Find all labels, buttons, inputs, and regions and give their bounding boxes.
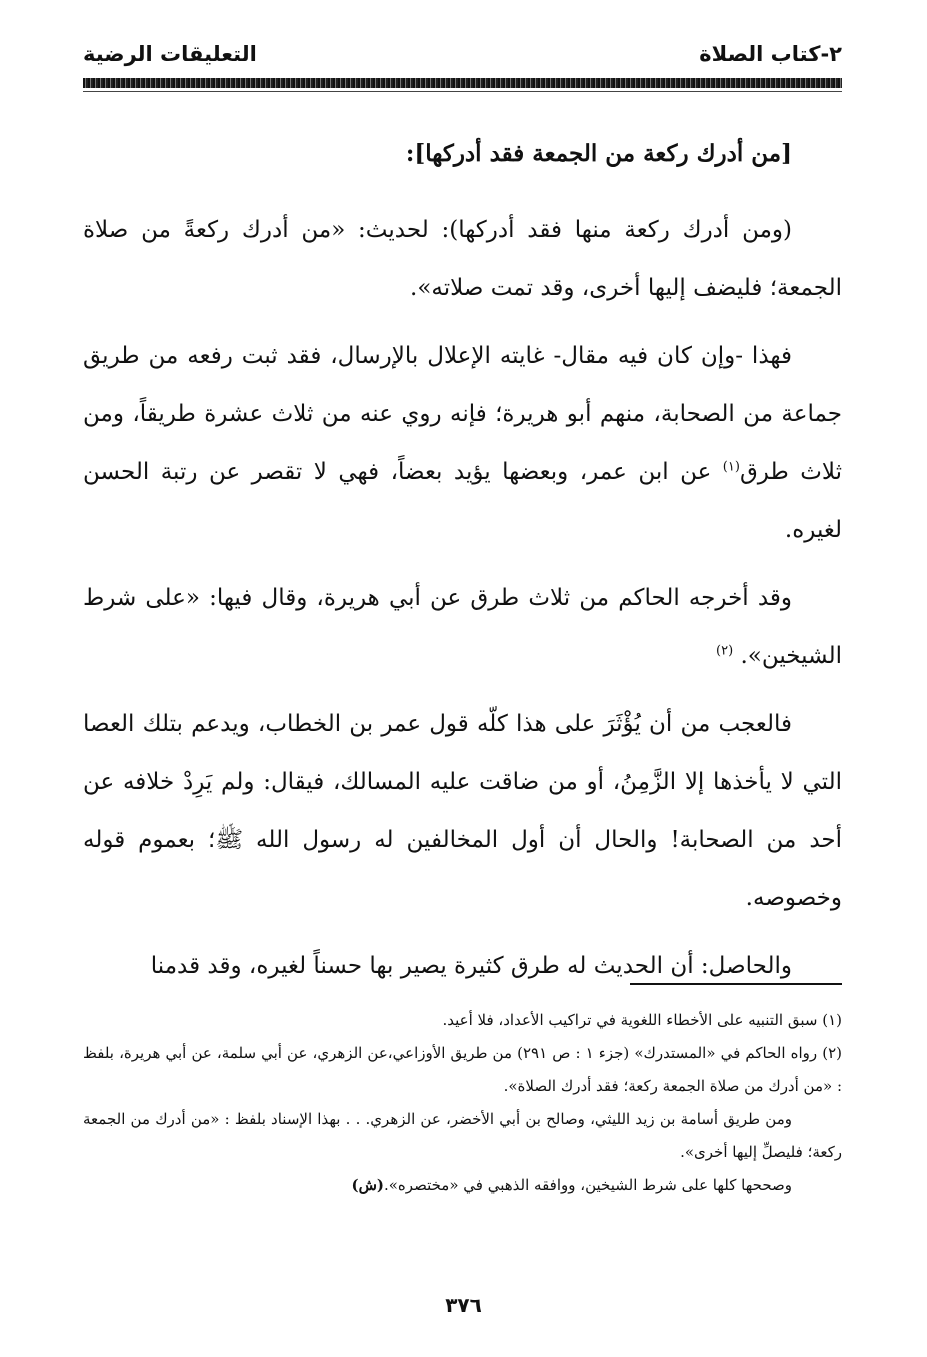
footnote-2-closing-text: وصححها كلها على شرط الشيخين، ووافقه الذهبي في «مختصره». (383, 1176, 792, 1194)
footnote-2-continuation: ومن طريق أسامة بن زيد الليثي، وصالح بن أبي الأخضر، عن الزهري. . . بهذا الإسناد بلفظ : «من أدرك من الجمعة ركعة؛ فليصلِّ إليها أخرى». (83, 1110, 842, 1161)
header-divider (83, 78, 842, 88)
paragraph-2 (83, 327, 842, 559)
paragraph-4 (83, 695, 842, 927)
paragraph-3 (83, 569, 842, 685)
book-title: التعليقات الرضية (83, 42, 257, 66)
footnote-2-closing (83, 1169, 842, 1202)
footnote-1: (١) سبق التنبيه على الأخطاء اللغوية في تراكيب الأعداد، فلا أعيد. (442, 1011, 842, 1029)
paragraph-4-text: فالعجب من أن يُؤْثَرَ على هذا كلّه قول عمر بن الخطاب، ويدعم بتلك العصا التي لا يأخذها إلا الزَّمِنُ، أو من ضاقت عليه المسالك، فيقال: ولم يَرِدْ خلافه عن أحد من الصحابة! والحال أن أول المخالفين له رسول الله ﷺ؛ بعموم قوله وخصوصه. (83, 711, 842, 911)
section-heading: [من أدرك ركعة من الجمعة فقد أدركها]: (405, 140, 792, 167)
paragraph-1-text: (ومن أدرك ركعة منها فقد أدركها): لحديث: «من أدرك ركعةً من صلاة الجمعة؛ فليضف إليها أخرى، وقد تمت صلاته». (83, 217, 842, 301)
editor-mark: (ش) (351, 1176, 384, 1194)
footnotes (83, 1004, 842, 1202)
paragraph-2-text-a: فهذا -وإن كان فيه مقال- غايته الإعلال بالإرسال، فقد ثبت رفعه من طريق جماعة من الصحابة، منهم أبو هريرة؛ فإنه روي عنه من ثلاث عشرة طريقاً، ومن ثلاث طرق (83, 343, 843, 485)
footnote-ref-2: (٢) (716, 643, 734, 659)
page-header (83, 40, 842, 78)
footnote-ref-1: (١) (722, 459, 740, 475)
footnote-divider (630, 983, 842, 985)
paragraph-3-text: وقد أخرجه الحاكم من ثلاث طرق عن أبي هريرة، وقال فيها: «على شرط الشيخين». (83, 585, 842, 669)
paragraph-5 (83, 937, 842, 995)
footnote-2: (٢) رواه الحاكم في «المستدرك» (جزء ١ : ص ٢٩١) من طريق الأوزاعي،عن الزهري، عن أبي سلمة، عن أبي هريرة، بلفظ : «من أدرك من صلاة الجمعة ركعة؛ فقد أدرك الصلاة». (83, 1044, 842, 1095)
main-text (83, 125, 842, 1005)
paragraph-1 (83, 201, 842, 317)
paragraph-2-text-b: عن ابن عمر، وبعضها يؤيد بعضاً، فهي لا تقصر عن رتبة الحسن لغيره. (83, 459, 842, 543)
paragraph-5-text: والحاصل: أن الحديث له طرق كثيرة يصير بها حسناً لغيره، وقد قدمنا (150, 953, 792, 979)
page-number: ٣٧٦ (445, 1293, 482, 1317)
chapter-title: ٢-كتاب الصلاة (699, 42, 842, 66)
